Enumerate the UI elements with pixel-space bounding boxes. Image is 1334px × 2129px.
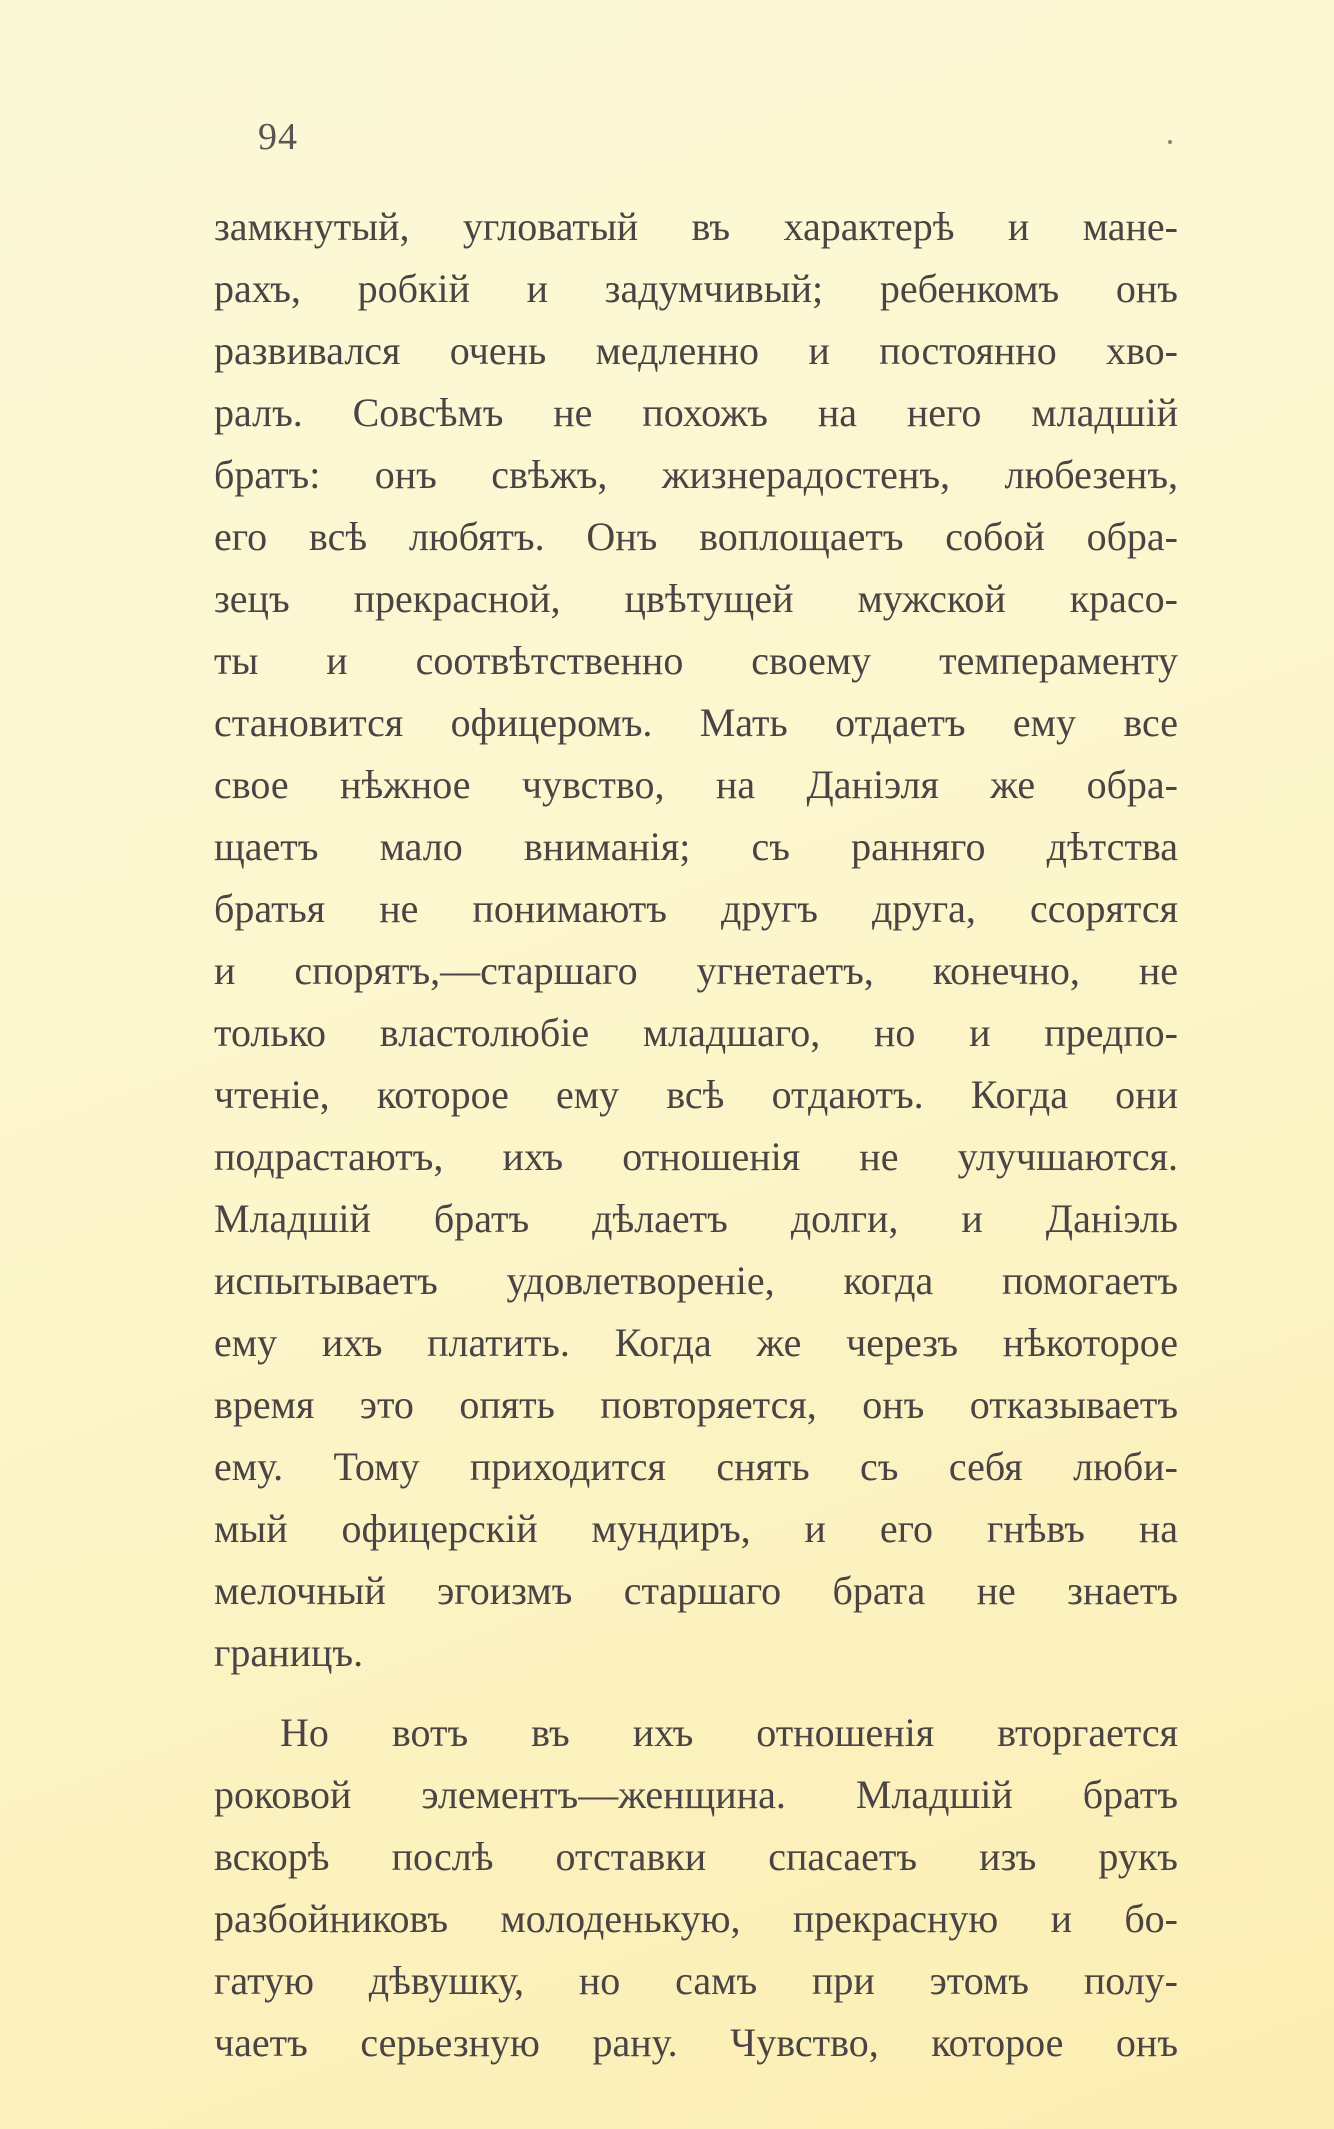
- paragraph-1: [214, 196, 1178, 1684]
- text-line: чаетъ серьезную рану. Чувство, которое онъ: [214, 2020, 1178, 2065]
- text-line: подрастаютъ, ихъ отношенія не улучшаются.: [214, 1134, 1178, 1179]
- text-line: гатую дѣвушку, но самъ при этомъ полу-: [214, 1958, 1178, 2003]
- text-line: разбойниковъ молоденькую, прекрасную и бо-: [214, 1896, 1178, 1941]
- text-line: ему. Тому приходится снять съ себя люби-: [214, 1444, 1178, 1489]
- text-line: границъ.: [214, 1630, 364, 1675]
- text-line: зецъ прекрасной, цвѣтущей мужской красо-: [214, 576, 1178, 621]
- text-line: роковой элементъ—женщина. Младшій братъ: [214, 1772, 1178, 1817]
- text-line: ты и соотвѣтственно своему темпераменту: [214, 638, 1178, 683]
- text-line: щаетъ мало вниманія; съ ранняго дѣтства: [214, 824, 1178, 869]
- text-line: Младшій братъ дѣлаетъ долги, и Даніэль: [214, 1196, 1178, 1241]
- paragraph-2: [214, 1702, 1178, 2074]
- text-line: мый офицерскій мундиръ, и его гнѣвъ на: [214, 1506, 1178, 1551]
- text-line: Но вотъ въ ихъ отношенія вторгается: [280, 1710, 1178, 1755]
- paragraph-gap: [214, 1684, 1178, 1702]
- text-line: становится офицеромъ. Мать отдаетъ ему все: [214, 700, 1178, 745]
- text-line: развивался очень медленно и постоянно хво-: [214, 328, 1178, 373]
- text-line: ему ихъ платить. Когда же черезъ нѣкоторое: [214, 1320, 1178, 1365]
- text-line: испытываетъ удовлетвореніе, когда помогаетъ: [214, 1258, 1178, 1303]
- text-line: мелочный эгоизмъ старшаго брата не знаетъ: [214, 1568, 1178, 1613]
- text-line: братъ: онъ свѣжъ, жизнерадостенъ, любезенъ,: [214, 452, 1178, 497]
- text-line: ралъ. Совсѣмъ не похожъ на него младшій: [214, 390, 1178, 435]
- text-line: только властолюбіе младшаго, но и предпо-: [214, 1010, 1178, 1055]
- text-line: чтеніе, которое ему всѣ отдаютъ. Когда они: [214, 1072, 1178, 1117]
- text-line: братья не понимаютъ другъ друга, ссорятся: [214, 886, 1178, 931]
- page-number: 94: [258, 116, 298, 158]
- body-text: [214, 196, 1178, 2074]
- print-speck: [1168, 140, 1172, 144]
- text-line: рахъ, робкій и задумчивый; ребенкомъ онъ: [214, 266, 1178, 311]
- text-line: время это опять повторяется, онъ отказываетъ: [214, 1382, 1178, 1427]
- text-line: его всѣ любятъ. Онъ воплощаетъ собой обра-: [214, 514, 1178, 559]
- text-line: свое нѣжное чувство, на Даніэля же обра-: [214, 762, 1178, 807]
- text-line: вскорѣ послѣ отставки спасаетъ изъ рукъ: [214, 1834, 1178, 1879]
- text-line: замкнутый, угловатый въ характерѣ и мане-: [214, 204, 1178, 249]
- text-line: и спорятъ,—старшаго угнетаетъ, конечно, не: [214, 948, 1178, 993]
